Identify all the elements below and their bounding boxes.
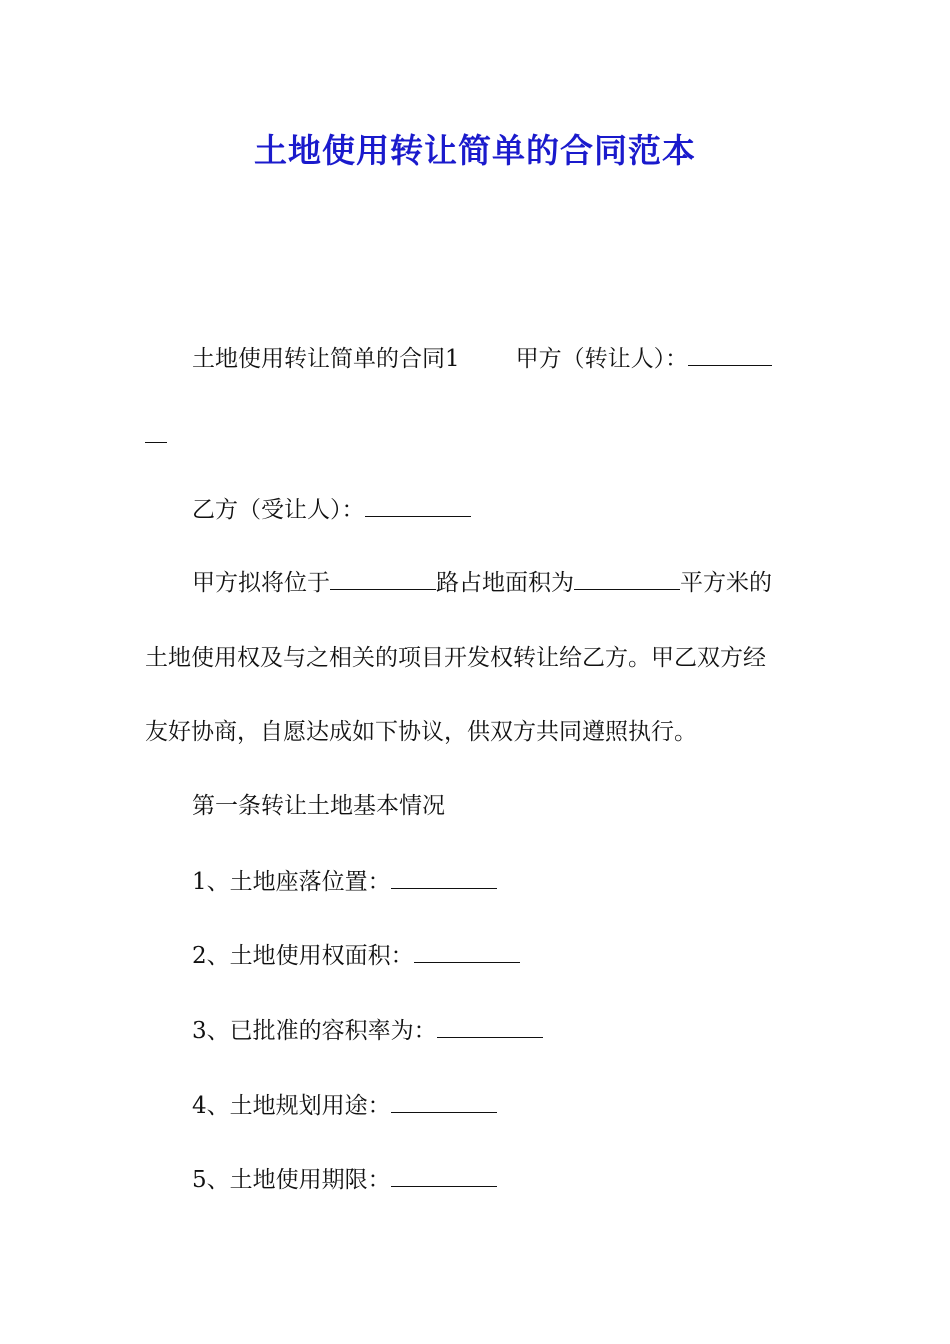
section-heading: 第一条转让土地基本情况 bbox=[192, 793, 445, 819]
location-label: 甲方拟将位于 bbox=[192, 570, 330, 596]
item-4-blank bbox=[391, 1090, 497, 1113]
area-blank bbox=[574, 567, 680, 590]
party-a-blank-continued bbox=[145, 420, 167, 443]
area-label: 路占地面积为 bbox=[436, 570, 574, 596]
item-5-blank bbox=[391, 1164, 497, 1187]
party-a-label: 甲方（转让人）： bbox=[515, 346, 689, 372]
paragraph-line-2: 土地使用权及与之相关的项目开发权转让给乙方。甲乙双方经 bbox=[145, 645, 766, 671]
contract-heading-line bbox=[192, 343, 772, 375]
item-1-label: 1、土地座落位置： bbox=[192, 869, 391, 895]
party-b-label: 乙方（受让人）： bbox=[192, 497, 365, 523]
item-3-line bbox=[192, 1015, 543, 1047]
item-5-label: 5、土地使用期限： bbox=[192, 1167, 391, 1193]
item-3-label: 3、已批准的容积率为： bbox=[192, 1018, 437, 1044]
item-4-line bbox=[192, 1090, 497, 1122]
area-unit-text: 平方米的 bbox=[680, 570, 772, 596]
document-title: 土地使用转让简单的合同范本 bbox=[254, 131, 696, 170]
party-b-blank bbox=[365, 494, 471, 517]
item-2-line bbox=[192, 940, 520, 972]
paragraph-line-1 bbox=[192, 567, 772, 599]
item-4-label: 4、土地规划用途： bbox=[192, 1093, 391, 1119]
party-a-blank bbox=[688, 343, 772, 366]
paragraph-line-3: 友好协商，自愿达成如下协议，供双方共同遵照执行。 bbox=[145, 719, 697, 745]
item-1-line bbox=[192, 866, 497, 898]
party-b-line bbox=[192, 494, 471, 526]
item-5-line bbox=[192, 1164, 497, 1196]
location-blank bbox=[330, 567, 436, 590]
contract-number-text: 土地使用转让简单的合同1 bbox=[192, 346, 460, 372]
item-2-label: 2、土地使用权面积： bbox=[192, 943, 414, 969]
item-1-blank bbox=[391, 866, 497, 889]
item-3-blank bbox=[437, 1015, 543, 1038]
party-a-blank-continued-line bbox=[145, 420, 167, 452]
item-2-blank bbox=[414, 940, 520, 963]
